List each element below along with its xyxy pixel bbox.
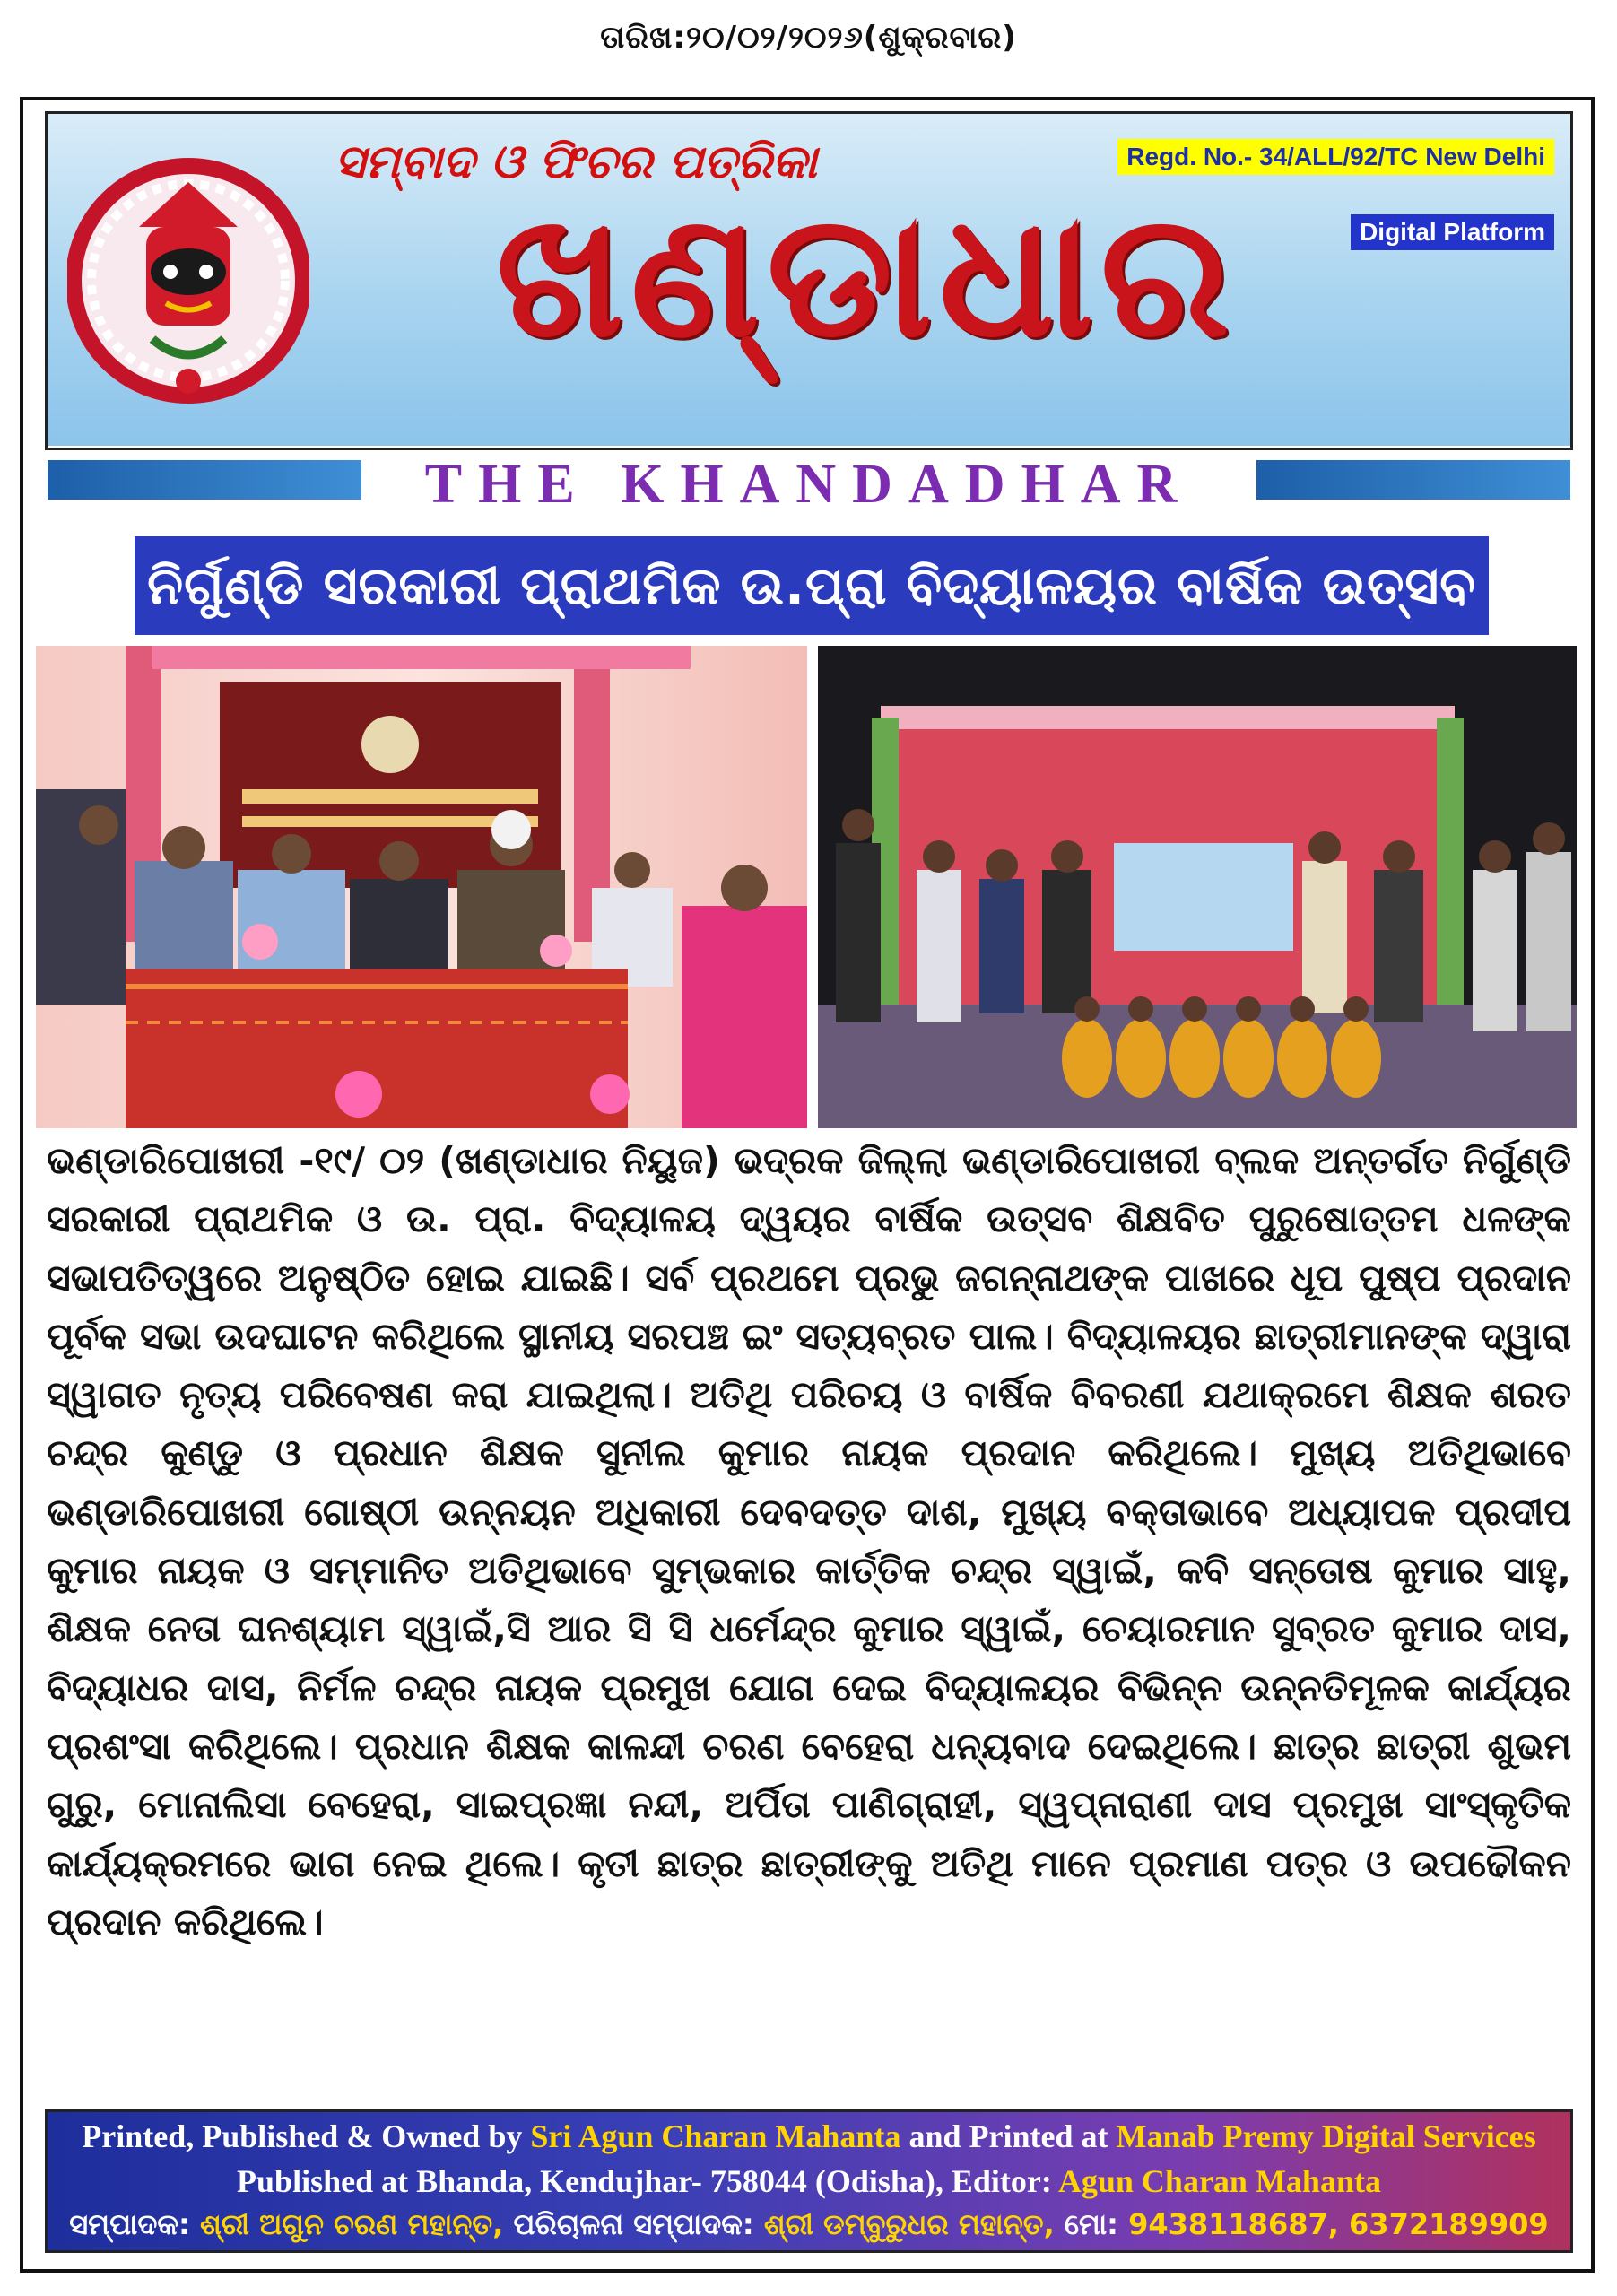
footer-phones: 9438118687, 6372189909 — [1128, 2207, 1549, 2241]
footer-managing-label: ପରିଚାଳନା ସମ୍ପାଦକ: — [513, 2207, 754, 2241]
footer-odia-line — [48, 2207, 1570, 2242]
event-photo-dignitaries — [36, 646, 807, 1128]
newspaper-name-english: THE KHANDADHAR — [424, 454, 1194, 515]
event-photo-cultural-program — [818, 646, 1577, 1128]
masthead — [45, 111, 1573, 515]
footer-editor-label: ସମ୍ପାଦକ: — [69, 2207, 190, 2241]
publisher-footer — [45, 2109, 1573, 2253]
footer-printed-line — [48, 2118, 1570, 2155]
footer-editor: Agun Charan Mahanta — [1057, 2163, 1381, 2199]
footer-printed-at-prefix: and Printed at — [908, 2118, 1108, 2154]
footer-published-at: Published at Bhanda, Kendujhar- 758044 (Odisha), Editor: — [237, 2163, 1052, 2199]
footer-published-line — [48, 2162, 1570, 2200]
title-band-left-bar — [48, 460, 361, 500]
article-body: ଭଣ୍ଡାରିପୋଖରୀ -୧୯/ ୦୨ (ଖଣ୍ଡାଧାର ନିୟୁଜ) ଭଦ୍ରକ ଜିଲ୍ଲା ଭଣ୍ଡାରିପୋଖରୀ ବ୍ଲକ ଅନ୍ତର୍ଗତ ନିର୍ଗୁଣ୍ଡି ସରକାରୀ ପ୍ରାଥମିକ ଓ ଉ. ପ୍ରା. ବିଦ୍ୟାଳୟ ଦ୍ୱୟର ବାର୍ଷିକ ଉତ୍ସବ ଶିକ୍ଷବିତ ପୁରୁଷୋତ୍ତମ ଧଳଙ୍କ ସଭାପତିତ୍ୱରେ ଅନୁଷ୍ଠିତ ହୋଇ ଯାଇଛି। ସର୍ବ ପ୍ରଥମେ ପ୍ରଭୁ ଜଗନ୍ନାଥଙ୍କ ପାଖରେ ଧୂପ ପୁଷ୍ପ ପ୍ରଦାନ ପୂର୍ବକ ସଭା ଉଦଘାଟନ କରିଥିଲେ ସ୍ଥାନୀୟ ସରପଞ୍ଚ ଇଂ ସତ୍ୟବ୍ରତ ପାଲ। ବିଦ୍ୟାଳୟର ଛାତ୍ରୀମାନଙ୍କ ଦ୍ୱାରା ସ୍ୱାଗତ ନୃତ୍ୟ ପରିବେଷଣ କରା ଯାଇଥିଲା। ଅତିଥି ପରିଚୟ ଓ ବାର୍ଷିକ ବିବରଣୀ ଯଥାକ୍ରମେ ଶିକ୍ଷକ ଶରତ ଚନ୍ଦ୍ର କୁଣ୍ଡୁ ଓ ପ୍ରଧାନ ଶିକ୍ଷକ ସୁନୀଲ କୁମାର ନାୟକ ପ୍ରଦାନ କରିଥିଲେ। ମୁଖ୍ୟ ଅତିଥିଭାବେ ଭଣ୍ଡାରିପୋଖରୀ ଗୋଷ୍ଠୀ ଉନ୍ନୟନ ଅଧିକାରୀ ଦେବଦତ୍ତ ଦାଶ, ମୁଖ୍ୟ ବକ୍ତାଭାବେ ଅଧ୍ୟାପକ ପ୍ରଦୀପ କୁମାର ନାୟକ ଓ ସମ୍ମାନିତ ଅତିଥିଭାବେ ସୁମ୍ଭକାର କାର୍ତ୍ତିକ ଚନ୍ଦ୍ର ସ୍ୱାଇଁ, କବି ସନ୍ତୋଷ କୁମାର ସାହୁ, ଶିକ୍ଷକ ନେତା ଘନଶ୍ୟାମ ସ୍ୱାଇଁ,ସି ଆର ସି ସି ଧର୍ମେନ୍ଦ୍ର କୁମାର ସ୍ୱାଇଁ, ଚେୟାରମାନ ସୁବ୍ରତ କୁମାର ଦାସ, ବିଦ୍ୟାଧର ଦାସ, ନିର୍ମଳ ଚନ୍ଦ୍ର ନାୟକ ପ୍ରମୁଖ ଯୋଗ ଦେଇ ବିଦ୍ୟାଳୟର ବିଭିନ୍ନ ଉନ୍ନତିମୂଳକ କାର୍ଯ୍ୟର ପ୍ରଶଂସା କରିଥିଲେ। ପ୍ରଧାନ ଶିକ୍ଷକ କାଳନ୍ଦୀ ଚରଣ ବେହେରା ଧନ୍ୟବାଦ ଦେଇଥିଲେ। ଛାତ୍ର ଛାତ୍ରୀ ଶୁଭମ ଗୁରୁ, ମୋନାଲିସା ବେହେରା, ସାଇପ୍ରଜ୍ଞା ନନ୍ଦୀ, ଅର୍ପିତା ପାଣିଗ୍ରାହୀ, ସ୍ୱପ୍ନାରାଣୀ ଦାସ ପ୍ରମୁଖ ସାଂସ୍କୃତିକ କାର୍ଯ୍ୟକ୍ରମରେ ଭାଗ ନେଇ ଥିଲେ। କୃତୀ ଛାତ୍ର ଛାତ୍ରୀଙ୍କୁ ଅତିଥି ମାନେ ପ୍ରମାଣ ପତ୍ର ଓ ଉପଢୌକନ ପ୍ରଦାନ କରିଥିଲେ। — [47, 1139, 1571, 1944]
footer-press: Manab Premy Digital Services — [1116, 2118, 1536, 2154]
english-title-band — [48, 454, 1570, 515]
footer-printed-prefix: Printed, Published & Owned by — [82, 2118, 523, 2154]
issue-date: ତାରିଖ:୨୦/୦୨/୨୦୨୬(ଶୁକ୍ରବାର) — [600, 20, 1017, 56]
masthead-tagline: ସମ୍ବାଦ ଓ ଫିଚର ପତ୍ରିକା — [335, 135, 818, 189]
footer-phone-label: ମୋ: — [1064, 2207, 1118, 2241]
article-headline: ନିର୍ଗୁଣ୍ଡି ସରକାରୀ ପ୍ରାଥମିକ ଉ.ପ୍ରା ବିଦ୍ୟାଳୟର ବାର୍ଷିକ ଉତ୍ସବ — [135, 536, 1489, 635]
digital-platform-badge: Digital Platform — [1351, 214, 1554, 250]
footer-owner: Sri Agun Charan Mahanta — [530, 2118, 901, 2154]
registration-number: Regd. No.- 34/ALL/92/TC New Delhi — [1117, 139, 1554, 175]
newspaper-name-odia: ଖଣ୍ଡାଧାର — [496, 177, 1237, 375]
title-band-right-bar — [1256, 460, 1570, 500]
footer-editor-odia: ଶ୍ରୀ ଅଗୁନ ଚରଣ ମହାନ୍ତ, — [199, 2207, 504, 2241]
footer-managing-editor-odia: ଶ୍ରୀ ଡମ୍ବୁରୁଧର ମହାନ୍ତ, — [763, 2207, 1055, 2241]
deity-logo-icon — [67, 146, 309, 415]
